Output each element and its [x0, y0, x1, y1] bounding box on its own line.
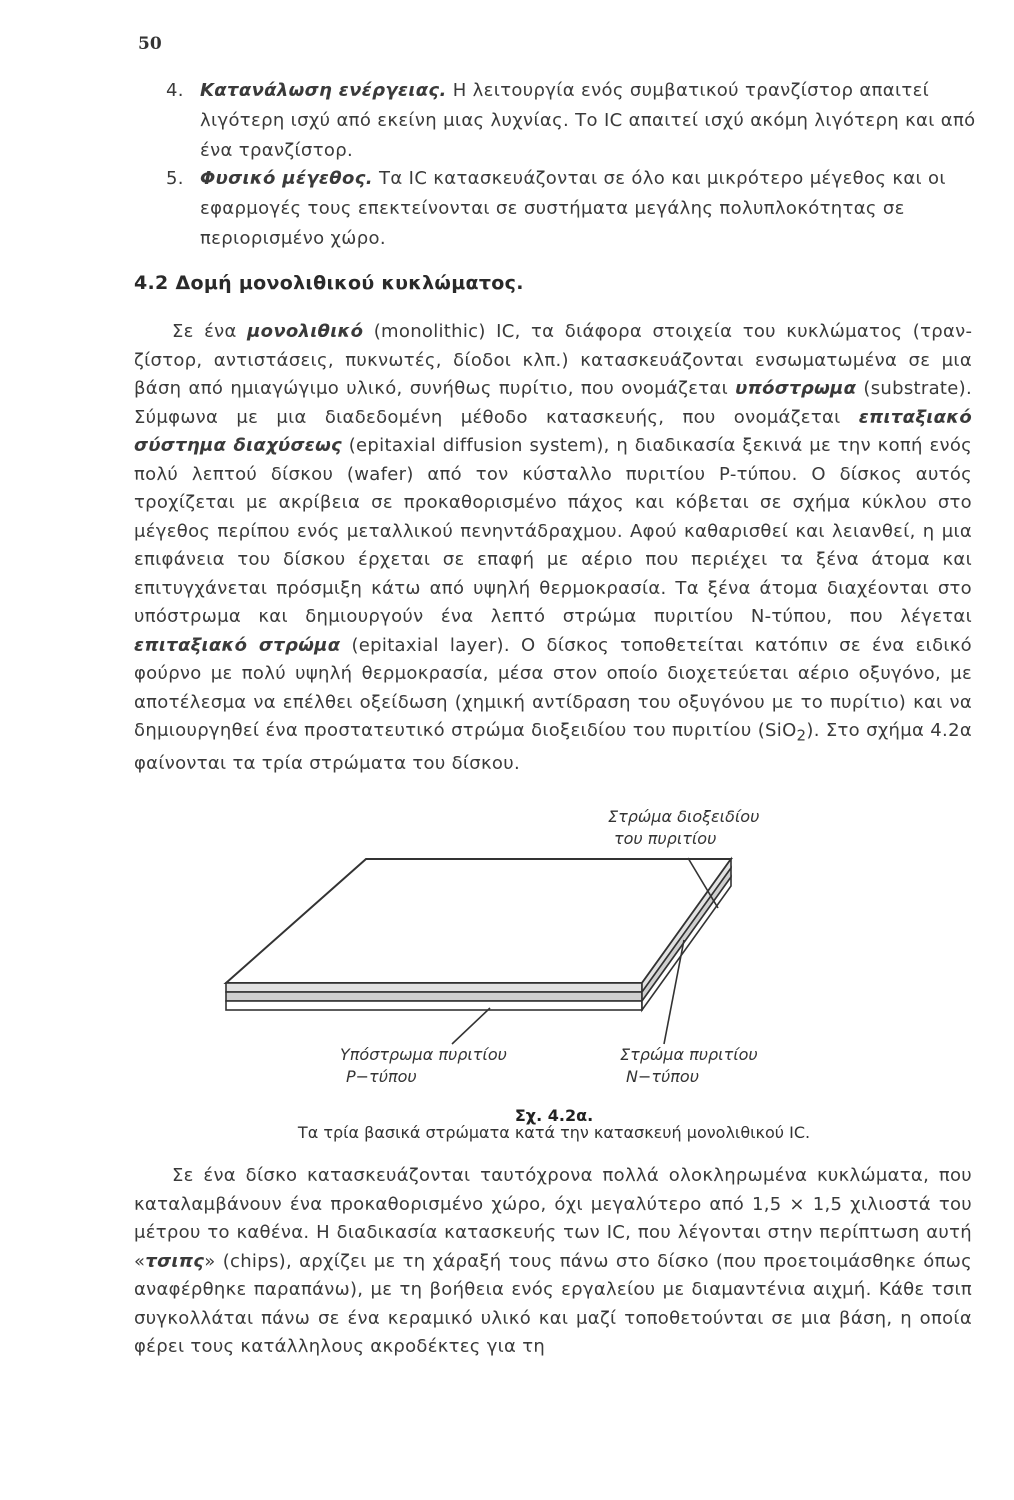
- list-item-4: [166, 76, 978, 166]
- figure-caption-number: Σχ. 4.2α.: [514, 1106, 594, 1125]
- epitaxial-layer-front: [226, 992, 642, 1001]
- figure-4-2a: [134, 800, 974, 1145]
- list-text: Η λειτουργία ενός συμβατικού τρανζίστορ απαιτεί λιγότερη ισχύ από εκείνη μιας λυχνίας. Το IC απαιτεί ισχύ ακόμη λιγότερη και από ένα τρανζίστορ.: [200, 80, 976, 161]
- term-chips: τσιπς: [145, 1250, 205, 1272]
- section-title: 4.2 Δομή μονολιθικού κυκλώματος.: [134, 272, 524, 294]
- leader-substrate: [452, 1008, 490, 1044]
- list-number: 5.: [166, 168, 184, 189]
- body-paragraph-2: Σε ένα δίσκο κατασκευάζονται ταυτόχρονα πολλά ολοκληρωμένα κυκλώματα, που καταλαμβάνουν ένα προκαθορισμένο χώρο, όχι μεγαλύτερο από 1,5 × 1,5 χιλιοστά του μέτρου το καθένα. Η διαδικασία κατασκευής των IC, που λέγονται στην περίπτωση αυτή «τσιπς» (chips), αρχίζει με τη χάραξή τους πάνω στο δίσκο (που προετοιμάσθηκε όπως αναφέρθηκε παραπάνω), με τη βοήθεια ενός εργαλείου με διαμαντένια αιχμή. Κάθε τσιπ συγκολλάται πάνω σε ένα κεραμικό υλικό και μαζί τοποθετούνται σε μια βάση, η οποία φέρει τους κατάλληλους ακροδέκτες για τη: [134, 1165, 972, 1357]
- substrate-layer-front: [226, 1001, 642, 1010]
- list-term: Φυσικό μέγεθος.: [200, 168, 373, 189]
- list-text: Τα IC κατασκευάζονται σε όλο και μικρότερο μέγεθος και οι εφαρμογές τους επεκτείνονται σε συστήματα μεγάλης πολυπλοκότητας σε περιορισμένο χώρο.: [200, 168, 946, 249]
- wafer-layers-diagram: [134, 800, 974, 1100]
- body-paragraph-1: Σε ένα μονολιθικό (monolithic) IC, τα διάφορα στοιχεία του κυκλώματος (τρανζίστορ, αντιστάσεις, πυκνωτές, δίοδοι κλπ.) κατασκευάζονται ενσωματωμένα σε μια βάση από ημιαγώγιμο υλικό, συνήθως πυρίτιο, που ονομάζεται υπόστρωμα (substrate). Σύμφωνα με μια διαδεδομένη μέθοδο κατασκευής, που ονομάζεται επιταξιακό σύστημα διαχύσεως (epitaxial diffusion system), η διαδικασία ξεκινά με την κοπή ενός πολύ λεπτού δίσκου (wafer) από τον κύσταλλο πυριτίου P-τύπου. Ο δίσκος αυτός τροχίζεται με ακρίβεια σε προκαθορισμένο πάχος και κόβεται σε σχήμα κύκλου στο μέγεθος περίπου ενός μεταλλικού πενηντάδραχμου. Αφού καθαρισθεί και λειανθεί, η μια επιφάνεια του δίσκου έρχεται σε επαφή με αέριο που περιέχει τα ξένα άτομα και επιτυγχάνεται πρόσμιξη κάτω από υψηλή θερμοκρασία. Τα ξένα άτομα διαχέονται στο υπόστρωμα και δημιουργούν ένα λεπτό στρώμα πυριτίου N-τύπου, που λέγεται επιταξιακό στρώμα (epitaxial layer). Ο δίσκος τοποθετείται κατόπιν σε ένα ειδικό φούρνο με πολύ υψηλή θερμοκρασία, μέσα στον οποίο διοχετεύεται αέριο οξυγόνο, με αποτέλεσμα να επέλθει οξείδωση (χημική αντίδραση του οξυγόνου με το πυρίτιο) και να δημιουργηθεί ένα προστατευτικό στρώμα διοξειδίου του πυριτίου (SiO$_2$). Στο σχήμα 4.2α φαίνονται τα τρία στρώματα του δίσκου.: [134, 321, 973, 775]
- term-epitaxial-layer: επιταξιακό στρώμα: [134, 634, 341, 656]
- label-oxide: Στρώμα διοξειδίου του πυριτίου: [608, 807, 760, 848]
- page-number: 50: [138, 34, 162, 54]
- list-number: 4.: [166, 80, 184, 101]
- list-term: Κατανάλωση ενέργειας.: [200, 80, 447, 101]
- label-epitaxial: Στρώμα πυριτίου N−τύπου: [620, 1045, 758, 1086]
- subscript: 2: [796, 726, 807, 745]
- term-monolithic: μονολιθικό: [247, 321, 364, 342]
- list-item-5: [166, 164, 978, 254]
- oxide-layer-front: [226, 983, 642, 992]
- term-epitaxial-diffusion: επιταξιακό σύστημα διαχύσεως: [134, 406, 972, 456]
- figure-caption-text: Τα τρία βασικά στρώματα κατά την κατασκευή μονολιθικού IC.: [297, 1123, 811, 1142]
- label-substrate: Υπόστρωμα πυριτίου P−τύπου: [340, 1045, 507, 1086]
- term-substrate: υπόστρωμα: [735, 378, 857, 399]
